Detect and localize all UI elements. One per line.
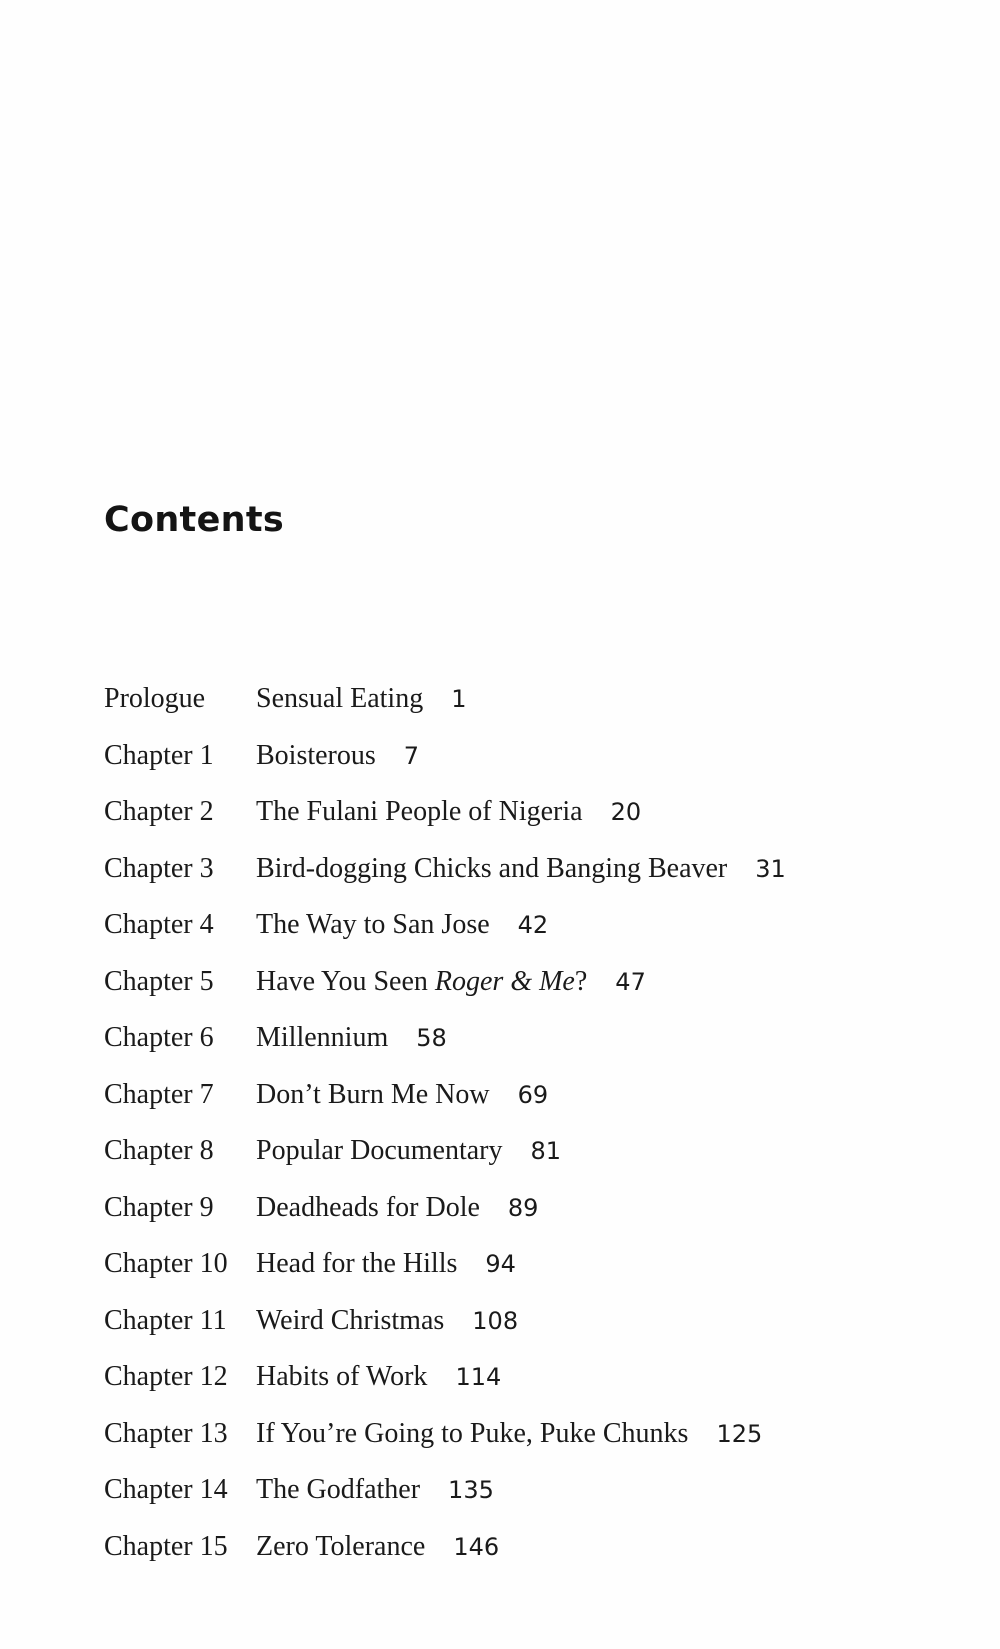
entry-label: Chapter 1 bbox=[104, 739, 214, 771]
entry-title: Sensual Eating bbox=[256, 683, 424, 714]
table-of-contents bbox=[104, 683, 964, 1587]
entry-title-prefix: Have You Seen bbox=[256, 965, 435, 997]
entry-page-number: 94 bbox=[485, 1250, 516, 1278]
entry-title-italic: Roger & Me bbox=[434, 965, 575, 997]
entry-page-number: 81 bbox=[530, 1137, 562, 1165]
entry-page-number: 146 bbox=[453, 1532, 500, 1561]
entry-page-number: 125 bbox=[716, 1419, 763, 1448]
toc-entry-chapter-9 bbox=[104, 1192, 964, 1249]
entry-title bbox=[256, 966, 587, 998]
entry-title: Zero Tolerance bbox=[256, 1530, 426, 1562]
toc-entry-chapter-13 bbox=[104, 1418, 964, 1475]
toc-entry-chapter-4 bbox=[104, 909, 964, 966]
entry-label: Chapter 8 bbox=[104, 1135, 214, 1166]
toc-entry-chapter-3 bbox=[104, 853, 964, 910]
entry-page-number: 108 bbox=[472, 1306, 519, 1335]
toc-entry-chapter-14 bbox=[104, 1474, 964, 1531]
entry-page-number: 89 bbox=[507, 1193, 539, 1222]
entry-title: Boisterous bbox=[256, 739, 376, 771]
entry-title: Weird Christmas bbox=[256, 1304, 445, 1336]
entry-label: Chapter 10 bbox=[104, 1248, 228, 1279]
entry-label: Chapter 15 bbox=[104, 1530, 228, 1562]
entry-title: Head for the Hills bbox=[256, 1248, 458, 1279]
entry-label: Chapter 11 bbox=[104, 1304, 227, 1336]
entry-title: The Godfather bbox=[256, 1474, 421, 1505]
page-title: Contents bbox=[104, 500, 284, 540]
entry-title: Deadheads for Dole bbox=[256, 1191, 480, 1223]
entry-page-number: 135 bbox=[448, 1476, 494, 1504]
entry-page-number: 69 bbox=[517, 1080, 549, 1109]
entry-label: Chapter 2 bbox=[104, 796, 214, 827]
toc-entry-chapter-7 bbox=[104, 1079, 964, 1136]
entry-label: Chapter 3 bbox=[104, 852, 214, 884]
toc-entry-chapter-8 bbox=[104, 1135, 964, 1192]
entry-title: The Way to San Jose bbox=[256, 909, 490, 940]
entry-title: Habits of Work bbox=[256, 1361, 428, 1392]
toc-entry-prologue bbox=[104, 683, 964, 740]
entry-title: Popular Documentary bbox=[256, 1135, 503, 1166]
entry-label: Chapter 13 bbox=[104, 1417, 228, 1449]
entry-label: Chapter 5 bbox=[104, 965, 214, 997]
toc-entry-chapter-11 bbox=[104, 1305, 964, 1362]
entry-page-number: 114 bbox=[455, 1363, 502, 1391]
entry-label: Chapter 7 bbox=[104, 1078, 214, 1110]
entry-label: Chapter 9 bbox=[104, 1191, 214, 1223]
toc-entry-chapter-2 bbox=[104, 796, 964, 853]
toc-entry-chapter-5 bbox=[104, 966, 964, 1023]
entry-title: Don’t Burn Me Now bbox=[256, 1078, 490, 1110]
entry-label: Chapter 4 bbox=[104, 909, 214, 940]
entry-label: Prologue bbox=[104, 683, 206, 714]
entry-page-number: 20 bbox=[610, 798, 642, 826]
entry-label: Chapter 12 bbox=[104, 1361, 228, 1392]
entry-title: Millennium bbox=[256, 1022, 389, 1053]
entry-page-number: 1 bbox=[451, 685, 467, 713]
toc-entry-chapter-15 bbox=[104, 1531, 964, 1588]
toc-entry-chapter-6 bbox=[104, 1022, 964, 1079]
entry-title: The Fulani People of Nigeria bbox=[256, 796, 583, 827]
toc-entry-chapter-10 bbox=[104, 1248, 964, 1305]
entry-title: If You’re Going to Puke, Puke Chunks bbox=[256, 1417, 689, 1449]
toc-entry-chapter-1 bbox=[104, 740, 964, 797]
entry-label: Chapter 6 bbox=[104, 1022, 214, 1053]
entry-page-number: 7 bbox=[403, 741, 420, 770]
toc-entry-chapter-12 bbox=[104, 1361, 964, 1418]
entry-title-suffix: ? bbox=[574, 965, 588, 997]
entry-page-number: 47 bbox=[615, 967, 646, 996]
entry-page-number: 31 bbox=[755, 854, 786, 883]
entry-page-number: 58 bbox=[416, 1024, 447, 1052]
entry-title: Bird-dogging Chicks and Banging Beaver bbox=[256, 852, 728, 884]
entry-label: Chapter 14 bbox=[104, 1474, 228, 1505]
entry-page-number: 42 bbox=[517, 911, 549, 939]
